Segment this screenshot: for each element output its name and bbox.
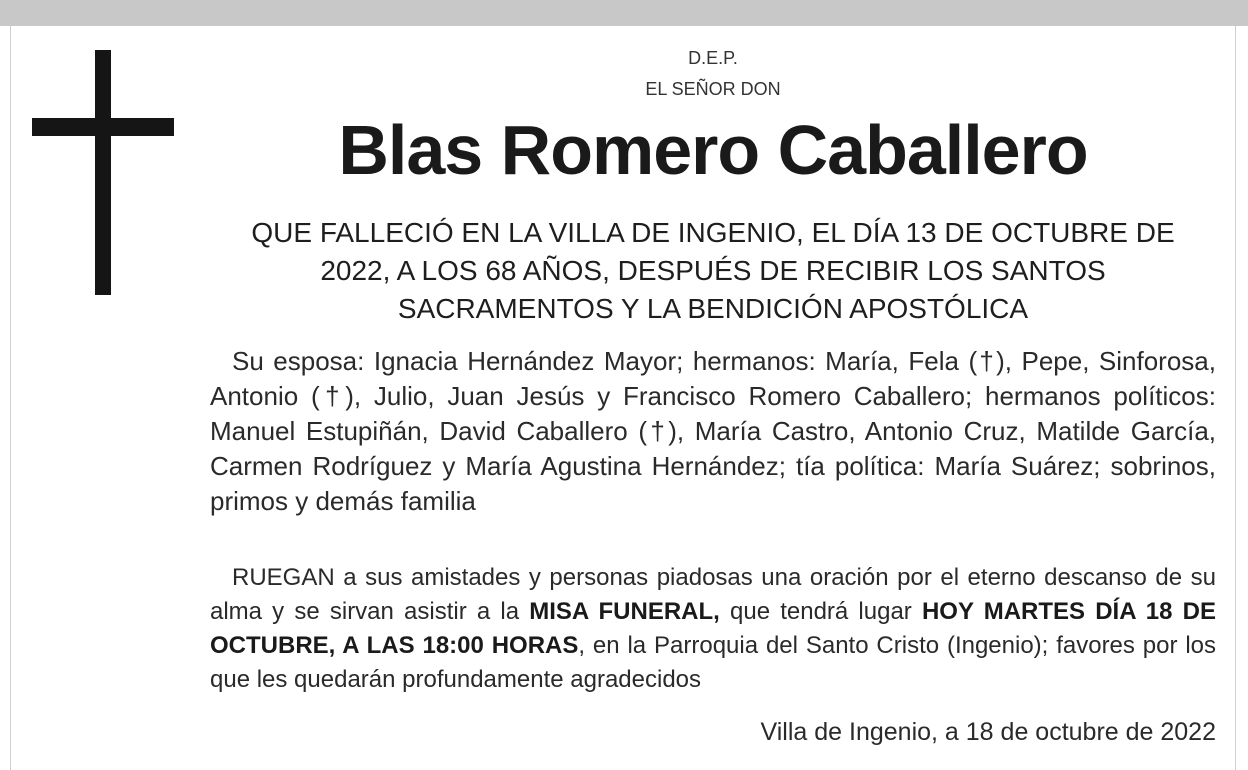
family-paragraph: Su esposa: Ignacia Hernández Mayor; hermanos: María, Fela (†), Pepe, Sinforosa, Antonio (†), Julio, Juan Jesús y Francisco Romero Caballero; hermanos políticos: Manuel Estupiñán, David Caballero (†), María Castro, Antonio Cruz, Matilde García, Carmen Rodríguez y María Agustina Hernández; tía política: María Suárez; sobrinos, primos y demás familia xyxy=(210,346,1216,516)
funeral-datetime: HOY MARTES DÍA 18 DE OCTUBRE, A LAS 18:00 HORAS xyxy=(210,598,1217,659)
deceased-name: Blas Romero Caballero xyxy=(338,111,1088,189)
death-notice: QUE FALLECIÓ EN LA VILLA DE INGENIO, EL DÍA 13 DE OCTUBRE DE 2022, A LOS 68 AÑOS, DESPUÉS DE RECIBIR LOS SANTOS SACRAMENTOS Y LA BENDICIÓN APOSTÓLICA xyxy=(251,217,1175,324)
honorific-label: EL SEÑOR DON xyxy=(645,79,781,99)
top-border-bar xyxy=(0,0,1248,26)
misa-funeral-label: MISA FUNERAL, xyxy=(529,598,720,625)
place-date: Villa de Ingenio, a 18 de octubre de 2022 xyxy=(760,718,1216,746)
ruegan-text-2: que tendrá lugar xyxy=(719,598,922,625)
cross-horizontal-bar xyxy=(32,118,174,136)
ruegan-paragraph xyxy=(210,561,1216,697)
ruegan-text-1: RUEGAN a sus amistades y personas piadosas una oración por el eterno descanso de su alma y se sirvan asistir a la xyxy=(210,564,1216,625)
cross-vertical-bar xyxy=(95,50,111,295)
dep-label: D.E.P. xyxy=(688,48,738,68)
ruegan-text-3: , en la Parroquia del Santo Cristo (Ingenio); favores por los que les quedarán profundamente agradecidos xyxy=(210,632,1216,693)
